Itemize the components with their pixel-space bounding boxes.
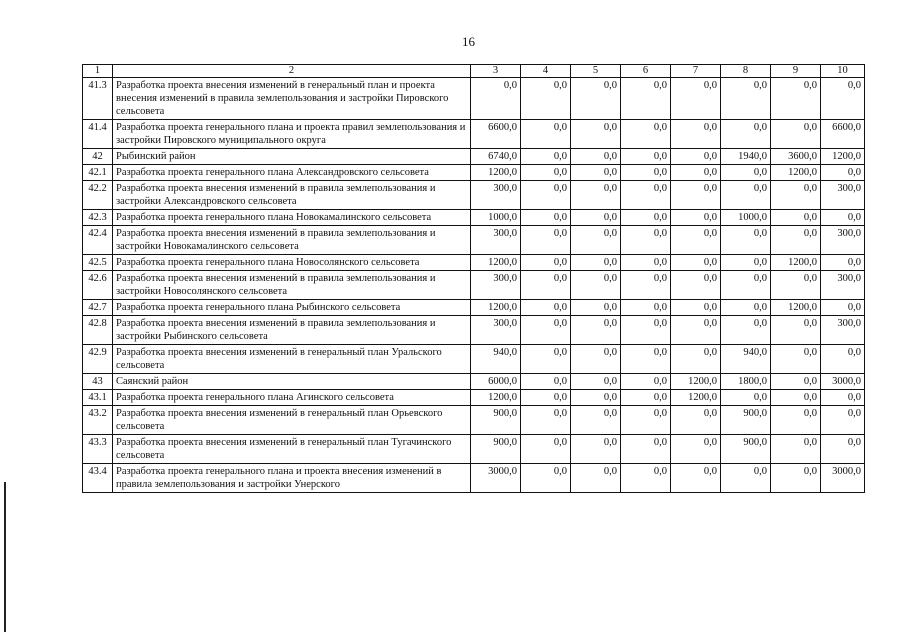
- margin-scan-mark: [4, 482, 6, 632]
- value-cell: 0,0: [621, 374, 671, 390]
- row-description: Разработка проекта внесения изменений в генеральный план Орьевского сельсовета: [113, 406, 471, 435]
- row-number: 42.4: [83, 226, 113, 255]
- row-number: 43.1: [83, 390, 113, 406]
- value-cell: 0,0: [621, 406, 671, 435]
- value-cell: 0,0: [771, 316, 821, 345]
- value-cell: 0,0: [571, 149, 621, 165]
- row-description: Разработка проекта внесения изменений в генеральный план и проекта внесения изменений в правила землепользования и застройки Пировского сельсовета: [113, 78, 471, 120]
- value-cell: 0,0: [621, 255, 671, 271]
- value-cell: 0,0: [671, 255, 721, 271]
- column-header: 6: [621, 65, 671, 78]
- value-cell: 1200,0: [671, 390, 721, 406]
- value-cell: 0,0: [521, 181, 571, 210]
- value-cell: 1200,0: [821, 149, 865, 165]
- row-number: 42.7: [83, 300, 113, 316]
- value-cell: 0,0: [621, 210, 671, 226]
- value-cell: 0,0: [671, 78, 721, 120]
- value-cell: 0,0: [521, 210, 571, 226]
- value-cell: 1200,0: [771, 300, 821, 316]
- value-cell: 300,0: [471, 316, 521, 345]
- value-cell: 0,0: [671, 271, 721, 300]
- table-row: [83, 255, 865, 271]
- value-cell: 0,0: [771, 435, 821, 464]
- value-cell: 0,0: [821, 390, 865, 406]
- value-cell: 6740,0: [471, 149, 521, 165]
- value-cell: 0,0: [521, 149, 571, 165]
- row-description: Разработка проекта генерального плана и проекта правил землепользования и застройки Пировского муниципального округа: [113, 120, 471, 149]
- table-row: [83, 390, 865, 406]
- value-cell: 6600,0: [821, 120, 865, 149]
- value-cell: 0,0: [721, 181, 771, 210]
- value-cell: 1800,0: [721, 374, 771, 390]
- value-cell: 6600,0: [471, 120, 521, 149]
- row-number: 42.1: [83, 165, 113, 181]
- row-number: 41.4: [83, 120, 113, 149]
- value-cell: 0,0: [521, 226, 571, 255]
- value-cell: 0,0: [571, 210, 621, 226]
- value-cell: 0,0: [521, 255, 571, 271]
- value-cell: 0,0: [571, 271, 621, 300]
- row-number: 43: [83, 374, 113, 390]
- value-cell: 0,0: [521, 300, 571, 316]
- table-row: [83, 464, 865, 493]
- value-cell: 0,0: [671, 300, 721, 316]
- value-cell: 1200,0: [471, 390, 521, 406]
- table-row: [83, 300, 865, 316]
- value-cell: 1000,0: [721, 210, 771, 226]
- value-cell: 0,0: [721, 255, 771, 271]
- value-cell: 0,0: [521, 406, 571, 435]
- value-cell: 0,0: [571, 78, 621, 120]
- column-header: 5: [571, 65, 621, 78]
- value-cell: 0,0: [571, 345, 621, 374]
- value-cell: 0,0: [771, 120, 821, 149]
- row-description: Разработка проекта внесения изменений в правила землепользования и застройки Новокамалинского сельсовета: [113, 226, 471, 255]
- value-cell: 0,0: [571, 165, 621, 181]
- column-header: 9: [771, 65, 821, 78]
- row-description: Разработка проекта генерального плана Новокамалинского сельсовета: [113, 210, 471, 226]
- row-number: 42.5: [83, 255, 113, 271]
- value-cell: 0,0: [771, 464, 821, 493]
- value-cell: 0,0: [621, 435, 671, 464]
- value-cell: 0,0: [571, 255, 621, 271]
- row-number: 42.8: [83, 316, 113, 345]
- table-row: [83, 271, 865, 300]
- value-cell: 300,0: [821, 226, 865, 255]
- value-cell: 0,0: [671, 165, 721, 181]
- value-cell: 300,0: [821, 271, 865, 300]
- value-cell: 3000,0: [821, 374, 865, 390]
- value-cell: 0,0: [521, 435, 571, 464]
- value-cell: 0,0: [521, 390, 571, 406]
- budget-table: [82, 64, 865, 493]
- row-description: Саянский район: [113, 374, 471, 390]
- value-cell: 1200,0: [471, 255, 521, 271]
- value-cell: 300,0: [471, 271, 521, 300]
- value-cell: 3000,0: [471, 464, 521, 493]
- value-cell: 0,0: [621, 226, 671, 255]
- value-cell: 0,0: [521, 120, 571, 149]
- row-number: 42.9: [83, 345, 113, 374]
- value-cell: 1200,0: [471, 300, 521, 316]
- value-cell: 0,0: [771, 226, 821, 255]
- value-cell: 0,0: [671, 210, 721, 226]
- table-header-row: [83, 65, 865, 78]
- value-cell: 0,0: [621, 78, 671, 120]
- value-cell: 0,0: [621, 149, 671, 165]
- column-header: 8: [721, 65, 771, 78]
- value-cell: 300,0: [471, 226, 521, 255]
- value-cell: 1200,0: [671, 374, 721, 390]
- value-cell: 0,0: [721, 271, 771, 300]
- column-header: 3: [471, 65, 521, 78]
- column-header: 7: [671, 65, 721, 78]
- value-cell: 0,0: [571, 435, 621, 464]
- value-cell: 0,0: [521, 165, 571, 181]
- value-cell: 0,0: [671, 316, 721, 345]
- value-cell: 900,0: [721, 406, 771, 435]
- value-cell: 0,0: [571, 300, 621, 316]
- value-cell: 0,0: [821, 78, 865, 120]
- value-cell: 0,0: [621, 390, 671, 406]
- value-cell: 300,0: [471, 181, 521, 210]
- value-cell: 0,0: [521, 316, 571, 345]
- row-number: 42.2: [83, 181, 113, 210]
- value-cell: 0,0: [721, 300, 771, 316]
- value-cell: 900,0: [721, 435, 771, 464]
- value-cell: 0,0: [821, 345, 865, 374]
- value-cell: 0,0: [671, 149, 721, 165]
- value-cell: 0,0: [671, 345, 721, 374]
- value-cell: 0,0: [571, 464, 621, 493]
- row-description: Разработка проекта внесения изменений в генеральный план Уральского сельсовета: [113, 345, 471, 374]
- value-cell: 0,0: [721, 464, 771, 493]
- value-cell: 1940,0: [721, 149, 771, 165]
- value-cell: 0,0: [821, 435, 865, 464]
- value-cell: 0,0: [721, 226, 771, 255]
- value-cell: 0,0: [621, 120, 671, 149]
- value-cell: 0,0: [521, 345, 571, 374]
- table-row: [83, 316, 865, 345]
- value-cell: 0,0: [721, 390, 771, 406]
- value-cell: 1200,0: [771, 255, 821, 271]
- value-cell: 0,0: [621, 181, 671, 210]
- column-header: 2: [113, 65, 471, 78]
- table-row: [83, 435, 865, 464]
- value-cell: 0,0: [621, 271, 671, 300]
- row-number: 43.2: [83, 406, 113, 435]
- value-cell: 1000,0: [471, 210, 521, 226]
- value-cell: 0,0: [521, 78, 571, 120]
- value-cell: 3000,0: [821, 464, 865, 493]
- table-row: [83, 78, 865, 120]
- value-cell: 0,0: [771, 374, 821, 390]
- value-cell: 0,0: [671, 435, 721, 464]
- value-cell: 0,0: [771, 78, 821, 120]
- value-cell: 0,0: [521, 271, 571, 300]
- value-cell: 0,0: [821, 406, 865, 435]
- value-cell: 0,0: [621, 300, 671, 316]
- value-cell: 0,0: [721, 316, 771, 345]
- value-cell: 0,0: [471, 78, 521, 120]
- value-cell: 0,0: [771, 181, 821, 210]
- value-cell: 300,0: [821, 316, 865, 345]
- value-cell: 3600,0: [771, 149, 821, 165]
- row-description: Разработка проекта генерального плана Александровского сельсовета: [113, 165, 471, 181]
- value-cell: 940,0: [471, 345, 521, 374]
- value-cell: 0,0: [571, 120, 621, 149]
- value-cell: 0,0: [771, 345, 821, 374]
- value-cell: 0,0: [621, 316, 671, 345]
- value-cell: 0,0: [671, 181, 721, 210]
- value-cell: 0,0: [821, 165, 865, 181]
- value-cell: 0,0: [721, 78, 771, 120]
- value-cell: 0,0: [571, 374, 621, 390]
- value-cell: 900,0: [471, 435, 521, 464]
- table-body: [83, 65, 865, 493]
- value-cell: 0,0: [771, 406, 821, 435]
- row-number: 41.3: [83, 78, 113, 120]
- row-number: 43.4: [83, 464, 113, 493]
- row-description: Разработка проекта генерального плана Новосолянского сельсовета: [113, 255, 471, 271]
- value-cell: 0,0: [621, 345, 671, 374]
- value-cell: 0,0: [671, 464, 721, 493]
- value-cell: 0,0: [621, 464, 671, 493]
- value-cell: 0,0: [571, 226, 621, 255]
- value-cell: 0,0: [721, 165, 771, 181]
- table-row: [83, 374, 865, 390]
- table-row: [83, 181, 865, 210]
- row-number: 42.6: [83, 271, 113, 300]
- value-cell: 0,0: [821, 210, 865, 226]
- value-cell: 0,0: [671, 406, 721, 435]
- row-description: Разработка проекта внесения изменений в генеральный план Тугачинского сельсовета: [113, 435, 471, 464]
- value-cell: 940,0: [721, 345, 771, 374]
- value-cell: 0,0: [621, 165, 671, 181]
- value-cell: 300,0: [821, 181, 865, 210]
- row-description: Рыбинский район: [113, 149, 471, 165]
- value-cell: 0,0: [571, 316, 621, 345]
- value-cell: 1200,0: [471, 165, 521, 181]
- row-description: Разработка проекта генерального плана Агинского сельсовета: [113, 390, 471, 406]
- value-cell: 0,0: [571, 181, 621, 210]
- value-cell: 900,0: [471, 406, 521, 435]
- value-cell: 0,0: [671, 120, 721, 149]
- page-number: 16: [462, 34, 475, 49]
- table-row: [83, 120, 865, 149]
- row-description: Разработка проекта внесения изменений в правила землепользования и застройки Александровского сельсовета: [113, 181, 471, 210]
- row-description: Разработка проекта генерального плана Рыбинского сельсовета: [113, 300, 471, 316]
- row-number: 43.3: [83, 435, 113, 464]
- value-cell: 0,0: [721, 120, 771, 149]
- table-row: [83, 406, 865, 435]
- column-header: 1: [83, 65, 113, 78]
- column-header: 10: [821, 65, 865, 78]
- table-row: [83, 210, 865, 226]
- table-row: [83, 345, 865, 374]
- row-description: Разработка проекта генерального плана и проекта внесения изменений в правила землепользования и застройки Унерского: [113, 464, 471, 493]
- table-row: [83, 226, 865, 255]
- value-cell: 0,0: [521, 464, 571, 493]
- value-cell: 0,0: [571, 406, 621, 435]
- value-cell: 1200,0: [771, 165, 821, 181]
- row-description: Разработка проекта внесения изменений в правила землепользования и застройки Рыбинского сельсовета: [113, 316, 471, 345]
- column-header: 4: [521, 65, 571, 78]
- row-description: Разработка проекта внесения изменений в правила землепользования и застройки Новосолянского сельсовета: [113, 271, 471, 300]
- value-cell: 0,0: [821, 300, 865, 316]
- value-cell: 0,0: [771, 390, 821, 406]
- value-cell: 0,0: [571, 390, 621, 406]
- row-number: 42: [83, 149, 113, 165]
- value-cell: 0,0: [771, 271, 821, 300]
- value-cell: 0,0: [671, 226, 721, 255]
- value-cell: 6000,0: [471, 374, 521, 390]
- table-row: [83, 165, 865, 181]
- value-cell: 0,0: [521, 374, 571, 390]
- table-row: [83, 149, 865, 165]
- value-cell: 0,0: [771, 210, 821, 226]
- row-number: 42.3: [83, 210, 113, 226]
- value-cell: 0,0: [821, 255, 865, 271]
